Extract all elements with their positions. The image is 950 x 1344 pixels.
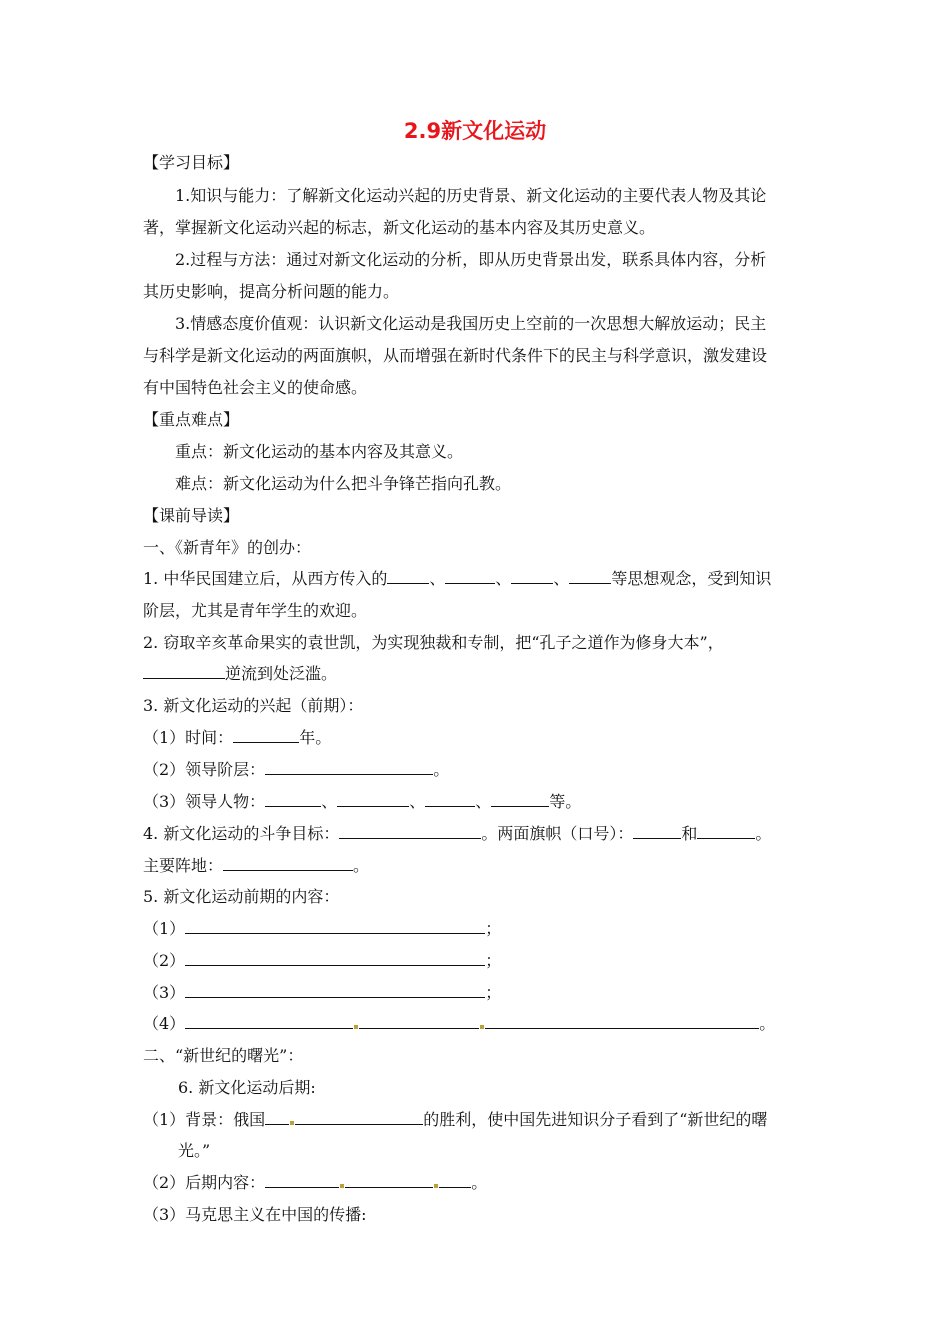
blank <box>185 951 485 966</box>
blank <box>143 664 225 679</box>
question-6-background: （1）背景：俄国 的胜利，使中国先进知识分子看到了“新世纪的曙 <box>143 1110 768 1129</box>
question-2-line-2: 逆流到处泛滥。 <box>143 664 337 684</box>
blank <box>337 792 409 807</box>
blank <box>223 856 353 871</box>
question-6-marxism: （3）马克思主义在中国的传播: <box>143 1205 367 1224</box>
question-5-heading: 5. 新文化运动前期的内容： <box>143 887 340 906</box>
blank <box>445 569 495 584</box>
blank <box>185 919 485 934</box>
blank <box>425 792 475 807</box>
objective-3-line-3: 有中国特色社会主义的使命感。 <box>143 378 368 397</box>
blank <box>339 824 481 839</box>
question-2-line-1: 2. 窃取辛亥革命果实的袁世凯，为实现独裁和专制，把“孔子之道作为修身大本”， <box>143 633 724 652</box>
part-1-heading: 一、《新青年》的创办： <box>143 538 312 557</box>
blank <box>439 1173 471 1188</box>
objective-2-line-1: 2.过程与方法：通过对新文化运动的分析，即从历史背景出发，联系具体内容，分析 <box>175 250 767 269</box>
question-4-line-2: 主要阵地： 。 <box>143 856 370 875</box>
question-3-class: （2）领导阶层： 。 <box>143 760 450 779</box>
question-1-suffix: 等思想观念，受到知识 <box>611 569 772 588</box>
objective-2-line-2: 其历史影响，提高分析问题的能力。 <box>143 282 400 301</box>
blank <box>185 983 485 998</box>
blank <box>345 1173 433 1188</box>
blank <box>491 792 549 807</box>
question-5-item-4: （4） 。 <box>143 1014 776 1033</box>
question-4-line-1: 4. 新文化运动的斗争目标： 。两面旗帜（口号）： 和 。 <box>143 824 772 843</box>
question-6-heading: 6. 新文化运动后期: <box>178 1078 316 1097</box>
preview-heading: 【课前导读】 <box>143 506 240 525</box>
blank <box>185 1014 353 1029</box>
question-5-item-2: （2） ； <box>143 951 502 970</box>
blank <box>359 1014 479 1029</box>
objective-1-line-2: 著，掌握新文化运动兴起的标志，新文化运动的基本内容及其历史意义。 <box>143 218 656 237</box>
question-5-item-1: （1） ； <box>143 919 502 938</box>
objectives-heading: 【学习目标】 <box>143 153 240 172</box>
question-5-item-3: （3） ； <box>143 983 502 1002</box>
objective-3-line-2: 与科学是新文化运动的两面旗帜，从而增强在新时代条件下的民主与科学意识，激发建设 <box>143 346 768 365</box>
blank <box>265 792 321 807</box>
key-point-focus: 重点：新文化运动的基本内容及其意义。 <box>175 442 464 461</box>
blank <box>387 569 429 584</box>
question-1-line-2: 阶层，尤其是青年学生的欢迎。 <box>143 601 368 620</box>
blank <box>295 1110 423 1125</box>
blank <box>511 569 553 584</box>
key-point-difficulty: 难点：新文化运动为什么把斗争锋芒指向孔教。 <box>175 474 512 493</box>
part-2-heading: 二、“新世纪的曙光”： <box>143 1046 304 1065</box>
question-1-line-1: 1. 中华民国建立后，从西方传入的 、 、 、 等思想观念，受到知识 <box>143 569 772 588</box>
blank <box>485 1014 759 1029</box>
blank <box>633 824 681 839</box>
question-3-time: （1）时间： 年。 <box>143 728 332 747</box>
question-1-prefix: 1. 中华民国建立后，从西方传入的 <box>143 569 388 588</box>
objective-1-line-1: 1.知识与能力：了解新文化运动兴起的历史背景、新文化运动的主要代表人物及其论 <box>175 186 767 205</box>
question-3-people: （3）领导人物： 、 、 、 等。 <box>143 792 582 811</box>
question-3-heading: 3. 新文化运动的兴起（前期）： <box>143 696 364 715</box>
page-title: 2.9新文化运动 <box>403 119 547 143</box>
blank <box>569 569 611 584</box>
question-6-background-line-2: 光。” <box>178 1141 211 1160</box>
blank <box>697 824 755 839</box>
blank <box>233 728 299 743</box>
objective-3-line-1: 3.情感态度价值观：认识新文化运动是我国历史上空前的一次思想大解放运动；民主 <box>175 314 767 333</box>
key-points-heading: 【重点难点】 <box>143 410 240 429</box>
question-6-content: （2）后期内容： 。 <box>143 1173 488 1192</box>
blank <box>265 760 433 775</box>
blank <box>265 1110 289 1125</box>
blank <box>265 1173 339 1188</box>
